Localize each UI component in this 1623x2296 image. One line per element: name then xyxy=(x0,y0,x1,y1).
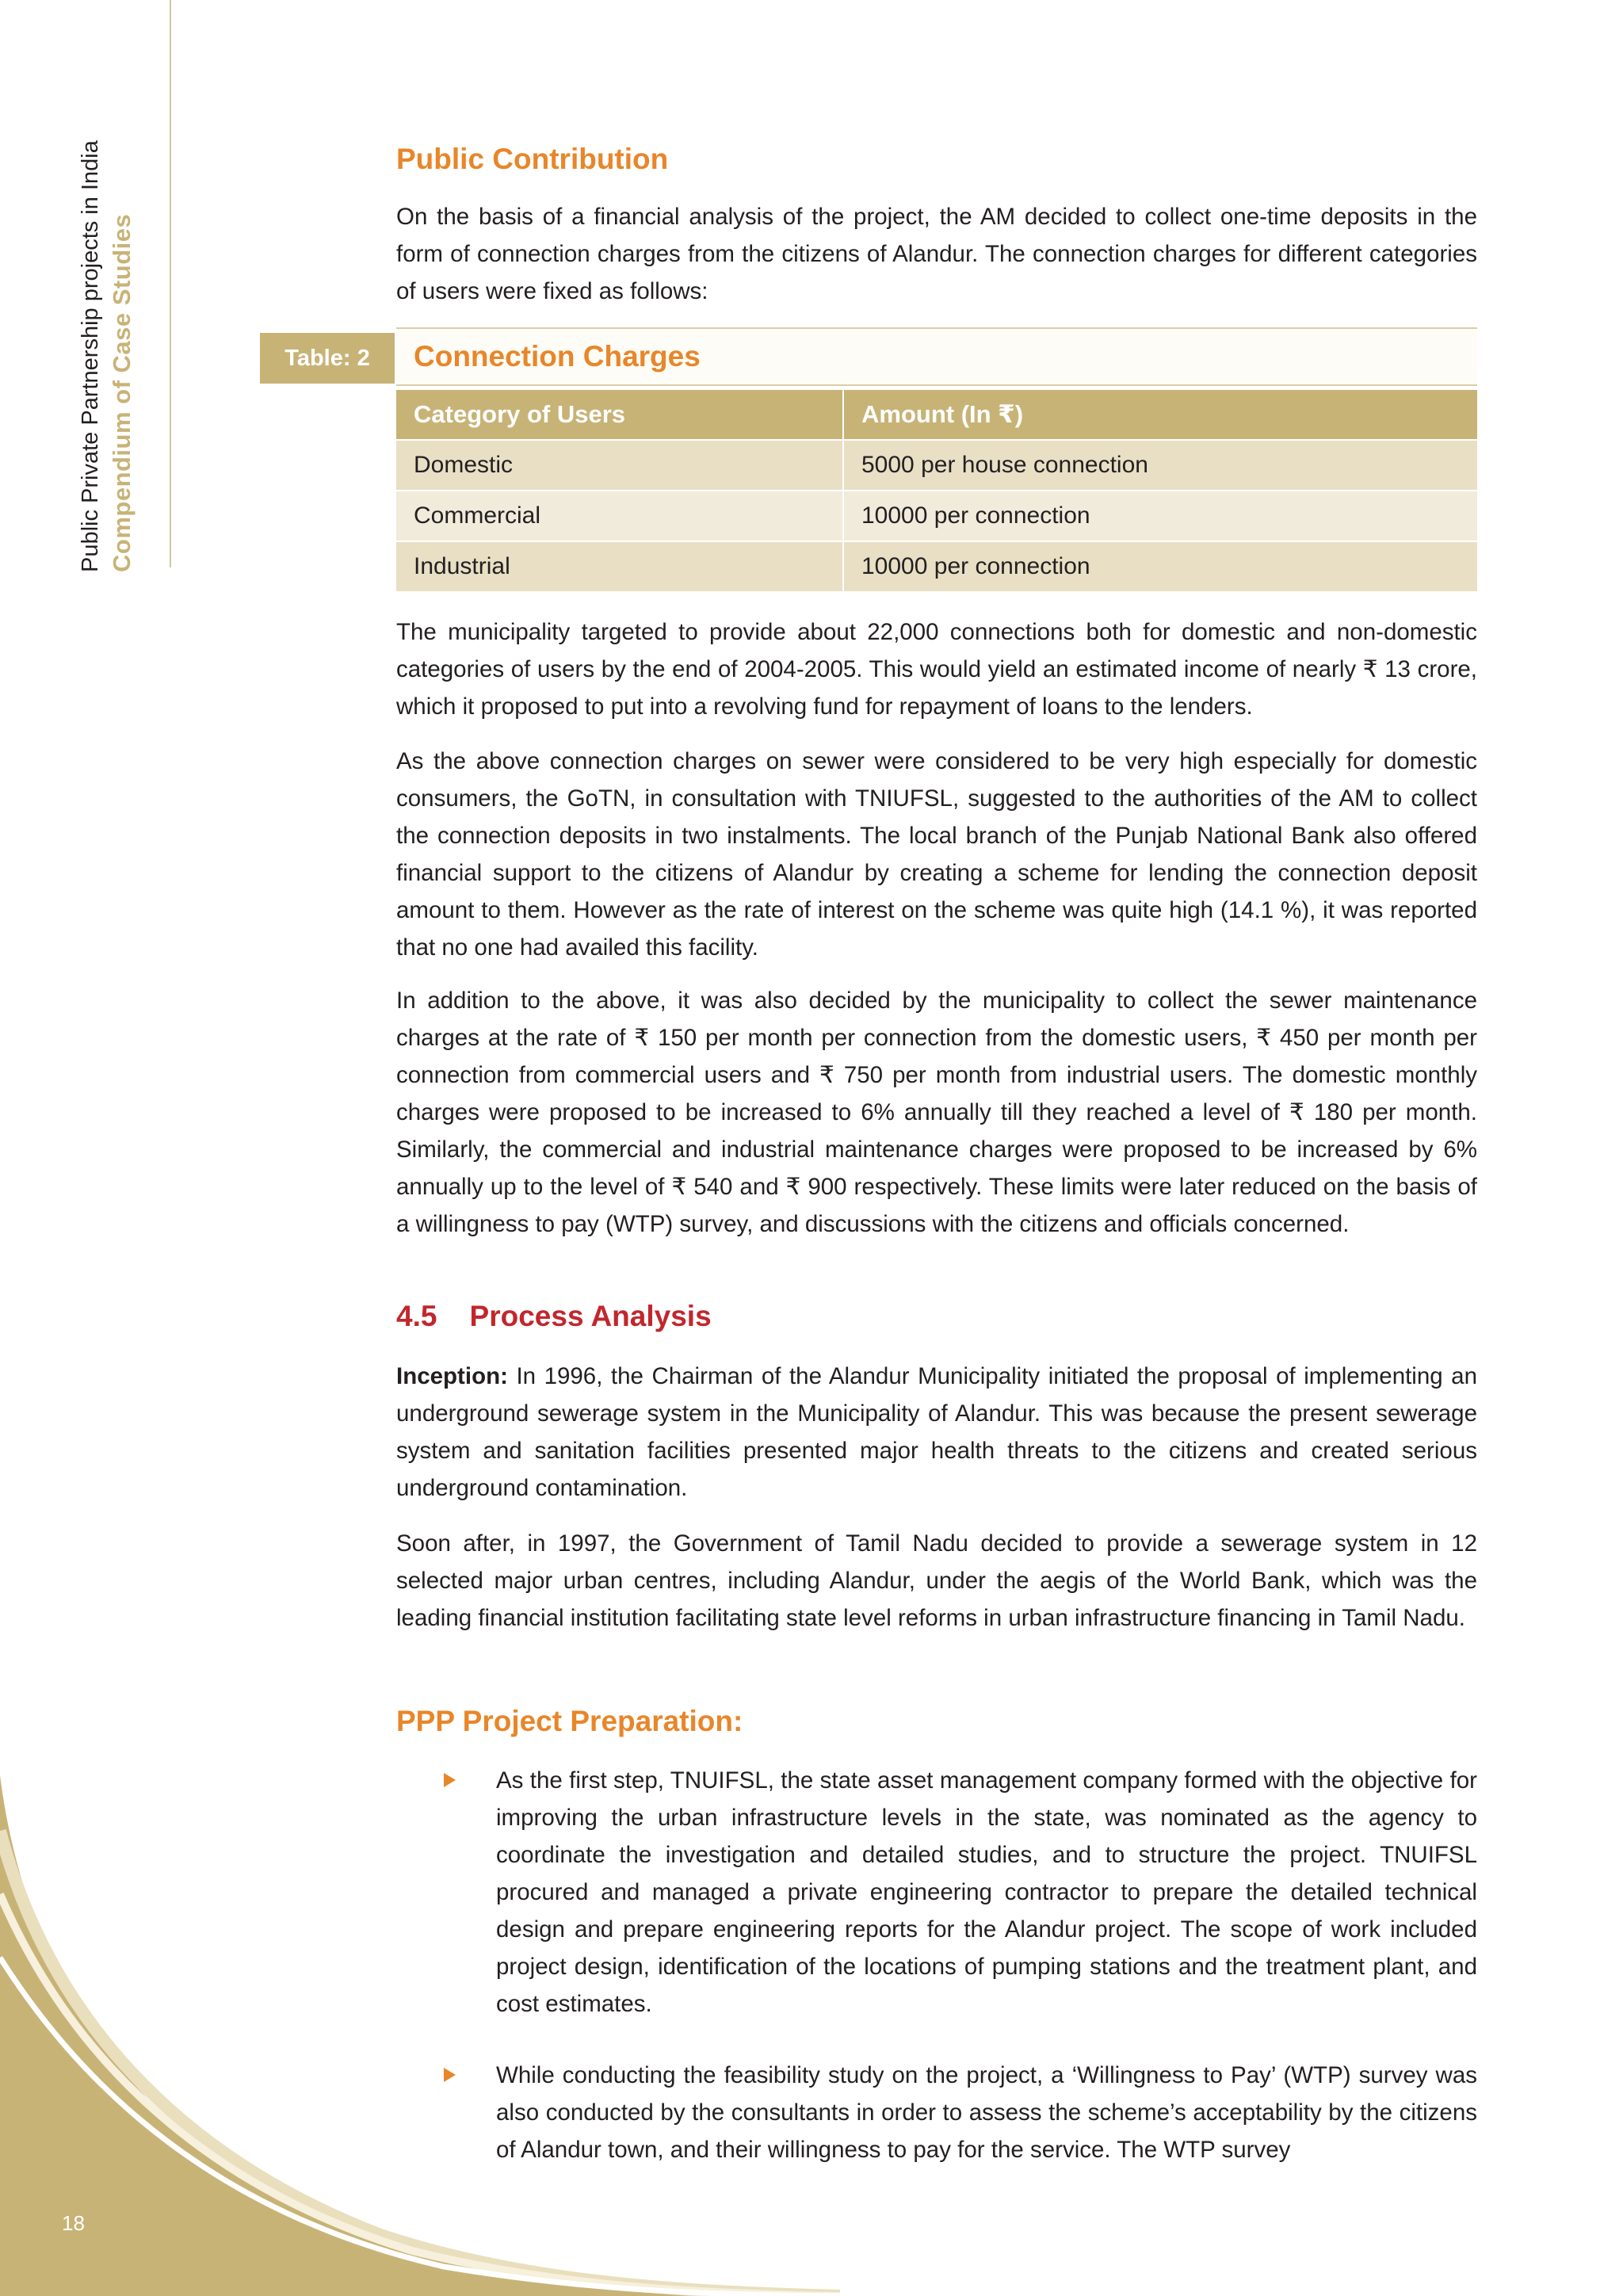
running-header xyxy=(74,140,138,572)
table-cell: 5000 per house connection xyxy=(844,439,1477,490)
bullet-list xyxy=(444,1762,1477,2023)
running-header-title: Public Private Partnership projects in India xyxy=(78,140,103,572)
bullet-text: As the first step, TNUIFSL, the state asset management company formed with the objective for improving the urban infrastructure levels in the state, was nominated as the agency to coordinate the investigation and detailed studies, and to structure the project. TNUIFSL procured and managed a private engineering contractor to prepare the detailed technical design and prepare engineering reports for the Alandur project. The scope of work included project design, identification of the locations of pumping stations and the treatment plant, and cost estimates. xyxy=(496,1767,1477,2017)
table-cell: Industrial xyxy=(396,541,844,591)
section-heading-ppp-preparation: PPP Project Preparation: xyxy=(396,1705,743,1737)
table-header-category: Category of Users xyxy=(396,390,844,439)
list-item xyxy=(444,1762,1477,2023)
paragraph-tamil-nadu: Soon after, in 1997, the Government of Tamil Nadu decided to provide a sewerage system in 12 selected major urban centres, including Alandur, under the aegis of the World Bank, which was the leading financial institution facilitating state level reforms in urban infrastructure financing in Tamil Nadu. xyxy=(396,1530,1477,1631)
connection-charges-table xyxy=(396,390,1477,591)
table-row xyxy=(396,490,1477,541)
paragraph-connections-target: The municipality targeted to provide about 22,000 connections both for domestic and non-domestic categories of users by the end of 2004-2005. This would yield an estimated income of nearly ₹ 13 crore, which it proposed to put into a revolving fund for repayment of loans to the lenders. xyxy=(396,619,1477,720)
table-row xyxy=(396,439,1477,490)
bullet-list xyxy=(444,2057,1477,2168)
page-number: 18 xyxy=(62,2211,85,2235)
table-title: Connection Charges xyxy=(414,340,701,372)
paragraph-intro: On the basis of a financial analysis of the project, the AM decided to collect one-time deposits in the form of connection charges from the citizens of Alandur. The connection charges for different categories of users were fixed as follows: xyxy=(396,204,1477,304)
section-heading-public-contribution: Public Contribution xyxy=(396,143,669,175)
list-item xyxy=(444,2057,1477,2168)
sidebar-divider xyxy=(170,0,171,567)
inception-label: Inception: xyxy=(396,1363,508,1389)
table-cell: Domestic xyxy=(396,439,844,490)
table-row xyxy=(396,541,1477,591)
table-header-row xyxy=(396,390,1477,439)
paragraph-inception xyxy=(396,1358,1477,1507)
table-cell: Commercial xyxy=(396,490,844,541)
running-header-subtitle: Compendium of Case Studies xyxy=(108,213,136,572)
paragraph-maintenance-charges: In addition to the above, it was also decided by the municipality to collect the sewer maintenance charges at the rate of ₹ 150 per month per connection from the domestic users, ₹ 450 per month per connection from commercial users and ₹ 750 per month from industrial users. The domestic monthly charges were proposed to be increased to 6% annually till they reached a level of ₹ 180 per month. Similarly, the commercial and industrial maintenance charges were proposed to be increased by 6% annually up to the level of ₹ 540 and ₹ 900 respectively. These limits were later reduced on the basis of a willingness to pay (WTP) survey, and discussions with the citizens and officials concerned. xyxy=(396,988,1477,1237)
table-cell: 10000 per connection xyxy=(844,541,1477,591)
table-cell: 10000 per connection xyxy=(844,490,1477,541)
bullet-arrow-icon xyxy=(444,2068,456,2082)
table-header-amount: Amount (In ₹) xyxy=(844,390,1477,439)
bullet-arrow-icon xyxy=(444,1773,456,1787)
paragraph-connection-deposits: As the above connection charges on sewer were considered to be very high especially for domestic consumers, the GoTN, in consultation with TNIUFSL, suggested to the authorities of the AM to collect the connection deposits in two instalments. The local branch of the Punjab National Bank also offered financial support to the citizens of Alandur by creating a scheme for lending the connection deposit amount to them. However as the rate of interest on the scheme was quite high (14.1 %), it was reported that no one had availed this facility. xyxy=(396,748,1477,961)
table-tag: Table: 2 xyxy=(260,333,395,384)
bullet-text: While conducting the feasibility study on the project, a ‘Willingness to Pay’ (WTP) survey was also conducted by the consultants in order to assess the scheme’s acceptability by the citizens of Alandur town, and their willingness to pay for the service. The WTP survey xyxy=(496,2062,1477,2163)
table-title-bar xyxy=(396,327,1477,386)
inception-text: In 1996, the Chairman of the Alandur Municipality initiated the proposal of implementing an underground sewerage system in the Municipality of Alandur. This was because the present sewerage system and sanitation facilities presented major health threats to the citizens and created serious underground contamination. xyxy=(396,1363,1477,1501)
section-heading-process-analysis: 4.5 Process Analysis xyxy=(396,1300,712,1332)
